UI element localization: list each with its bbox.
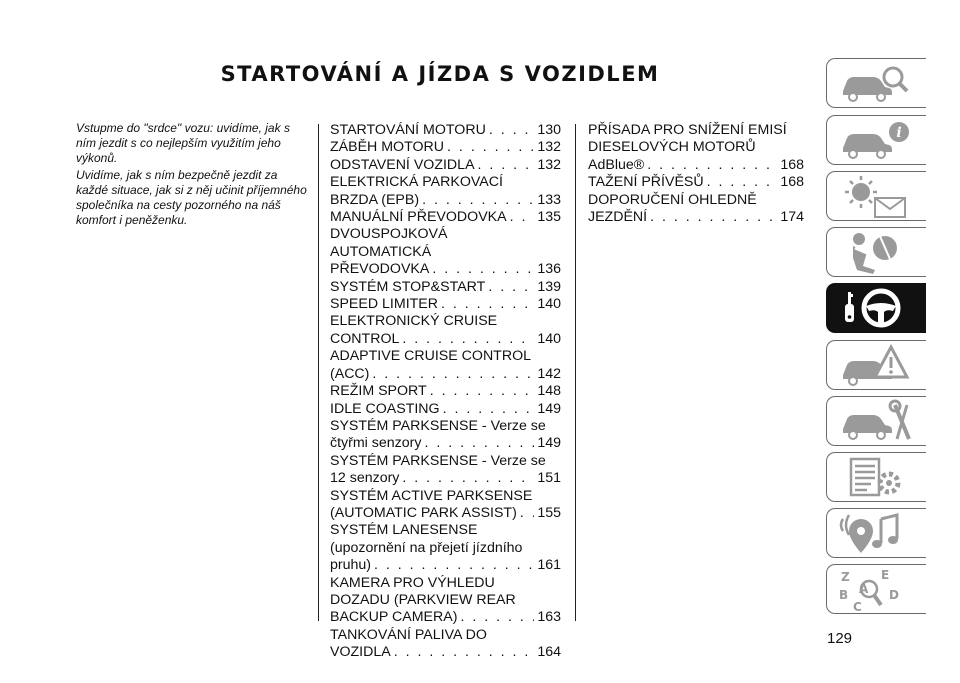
- column-divider-1: [318, 124, 319, 621]
- multimedia-music-icon: [835, 511, 919, 557]
- toc-page-number: 163: [537, 609, 561, 626]
- toc-dot-leader: [422, 192, 534, 209]
- toc-entry-final-line: [330, 122, 561, 139]
- toc-entry-title: 12 senzory: [330, 470, 400, 487]
- toc-entry-title: SYSTÉM STOP&START: [330, 278, 486, 295]
- toc-page-number: 130: [537, 122, 561, 138]
- toc-entry-line: ELEKTRONICKÝ CRUISE: [330, 313, 498, 330]
- toc-dot-leader: [488, 279, 534, 296]
- intro-paragraph-1: Vstupme do "srdce" vozu: uvidíme, jak s ním jezdit s co nejlepším využitím jeho výkonů.: [76, 121, 290, 165]
- toc-entry-title: TAŽENÍ PŘÍVĚSŮ: [588, 174, 704, 191]
- toc-entry-title: (ACC): [330, 365, 370, 382]
- toc-entry-title: MANUÁLNÍ PŘEVODOVKA: [330, 209, 507, 226]
- toc-dot-leader: [402, 331, 534, 348]
- toc-dot-leader: [432, 261, 534, 278]
- toc-entry-title: BRZDA (EPB): [330, 191, 420, 208]
- toc-entry-line: DVOUSPOJKOVÁ: [330, 226, 448, 243]
- toc-entry-final-line: [330, 644, 561, 661]
- toc-dot-leader: [489, 122, 535, 139]
- toc-page-number: 133: [537, 191, 561, 208]
- intro-paragraph-2: Uvidíme, jak s ním bezpečně jezdit za každé situace, jak si z něj učinit příjemného společníka na cesty pozorného na náš komfort i peněženku.: [76, 168, 307, 227]
- toc-entry[interactable]: [330, 575, 561, 627]
- chapter-intro: [76, 121, 308, 230]
- toc-entry-title: pruhu): [330, 557, 372, 574]
- toc-entry[interactable]: [330, 488, 561, 523]
- technical-data-list-icon: [835, 455, 919, 501]
- toc-page-number: 136: [537, 261, 561, 278]
- toc-page-number: 135: [537, 209, 561, 226]
- toc-entry-final-line: [330, 470, 561, 487]
- toc-entry-title: AdBlue®: [588, 156, 645, 173]
- toc-dot-leader: [374, 557, 534, 574]
- toc-entry-line: DIESELOVÝCH MOTORŮ: [588, 139, 756, 156]
- toc-dot-leader: [430, 383, 535, 400]
- toc-entry-title: JEZDĚNÍ: [588, 209, 648, 226]
- toc-entry-final-line: [588, 157, 804, 174]
- column-divider-2: [575, 124, 576, 621]
- toc-dot-leader: [424, 435, 534, 452]
- toc-entry[interactable]: [330, 122, 561, 139]
- toc-entry-line: SYSTÉM LANESENSE: [330, 522, 478, 539]
- toc-entry-final-line: [330, 296, 561, 313]
- toc-entry-final-line: [330, 209, 561, 226]
- index-letter: E: [881, 568, 890, 582]
- toc-entry-final-line: [330, 261, 561, 278]
- airbag-passenger-icon: [835, 230, 919, 276]
- toc-entry-final-line: [330, 139, 561, 156]
- toc-entry[interactable]: [330, 313, 561, 348]
- tab-technical-data[interactable]: [826, 452, 926, 502]
- toc-entry-line: ELEKTRICKÁ PARKOVACÍ: [330, 174, 503, 191]
- toc-entry[interactable]: [330, 418, 561, 453]
- toc-entry-line: SYSTÉM PARKSENSE - Verze se: [330, 417, 546, 434]
- toc-entry-line: DOPORUČENÍ OHLEDNĚ: [588, 191, 757, 208]
- toc-entry[interactable]: [330, 348, 561, 383]
- toc-entry[interactable]: [588, 192, 804, 227]
- toc-entry-title: BACKUP CAMERA): [330, 609, 458, 626]
- index-letter: A: [859, 582, 869, 596]
- toc-page-number: 140: [537, 330, 561, 347]
- toc-entry-final-line: [330, 192, 561, 209]
- toc-entry-line: SYSTÉM ACTIVE PARKSENSE: [330, 487, 533, 504]
- toc-entry[interactable]: [330, 174, 561, 209]
- toc-entry-final-line: [330, 383, 561, 400]
- toc-dot-leader: [460, 609, 534, 626]
- toc-entry-line: DOZADU (PARKVIEW REAR: [330, 591, 516, 608]
- car-emergency-icon: [835, 343, 919, 389]
- toc-entry-title: CONTROL: [330, 330, 400, 347]
- toc-entry[interactable]: [330, 226, 561, 278]
- toc-dot-leader: [520, 505, 535, 522]
- toc-column-1: [330, 122, 561, 662]
- tab-warning-lights[interactable]: [826, 171, 926, 221]
- toc-entry-final-line: [330, 557, 561, 574]
- toc-page-number: 164: [537, 644, 561, 661]
- toc-page-number: 148: [537, 383, 561, 400]
- toc-entry[interactable]: [588, 122, 804, 174]
- toc-page-number: 149: [537, 435, 561, 452]
- toc-dot-leader: [650, 209, 777, 226]
- toc-dot-leader: [441, 296, 534, 313]
- toc-entry-line: SYSTÉM PARKSENSE - Verze se: [330, 452, 546, 469]
- toc-entry-line: PŘÍSADA PRO SNÍŽENÍ EMISÍ: [588, 122, 787, 138]
- toc-entry-final-line: [330, 435, 561, 452]
- toc-entry-title: čtyřmi senzory: [330, 435, 422, 452]
- toc-page-number: 168: [780, 156, 804, 173]
- toc-entry-title: STARTOVÁNÍ MOTORU: [330, 122, 486, 138]
- toc-entry[interactable]: [330, 209, 561, 226]
- toc-dot-leader: [707, 174, 778, 191]
- toc-entry-title: PŘEVODOVKA: [330, 261, 430, 278]
- toc-entry-title: (AUTOMATIC PARK ASSIST): [330, 504, 517, 521]
- toc-entry[interactable]: [330, 279, 561, 296]
- toc-entry-final-line: [330, 279, 561, 296]
- toc-entry-final-line: [330, 331, 561, 348]
- toc-entry-line: ADAPTIVE CRUISE CONTROL: [330, 348, 532, 365]
- toc-dot-leader: [394, 644, 535, 661]
- toc-dot-leader: [510, 209, 535, 226]
- toc-page-number: 151: [537, 470, 561, 487]
- toc-entry-title: ODSTAVENÍ VOZIDLA: [330, 156, 475, 173]
- index-letter: D: [889, 588, 899, 602]
- car-search-icon: [835, 61, 919, 107]
- toc-page-number: 140: [537, 296, 561, 313]
- index-letter: Z: [841, 570, 850, 584]
- page-number: 129: [827, 630, 853, 647]
- tab-getting-to-know[interactable]: [826, 58, 926, 108]
- index-letter: B: [839, 588, 849, 602]
- toc-dot-leader: [402, 470, 534, 487]
- tab-multimedia[interactable]: [826, 508, 926, 558]
- toc-entry-line: TANKOVÁNÍ PALIVA DO: [330, 626, 487, 643]
- toc-entry[interactable]: [330, 383, 561, 400]
- toc-page-number: 139: [537, 278, 561, 295]
- chapter-title: STARTOVÁNÍ A JÍZDA S VOZIDLEM: [220, 62, 660, 86]
- car-info-icon: [835, 118, 919, 164]
- toc-entry-final-line: [330, 157, 561, 174]
- toc-entry-line: (upozornění na přejetí jízdního: [330, 539, 523, 556]
- toc-entry-final-line: [330, 366, 561, 383]
- toc-entry[interactable]: [330, 453, 561, 488]
- toc-page-number: 161: [537, 557, 561, 574]
- toc-entry-final-line: [330, 401, 561, 418]
- tab-servicing-and-care[interactable]: [826, 396, 926, 446]
- toc-entry[interactable]: [330, 627, 561, 662]
- toc-entry[interactable]: [330, 157, 561, 174]
- toc-entry-title: IDLE COASTING: [330, 400, 440, 417]
- toc-entry-title: ZÁBĚH MOTORU: [330, 139, 445, 156]
- toc-page-number: 149: [537, 400, 561, 417]
- warning-light-message-icon: [835, 174, 919, 220]
- toc-page-number: 174: [780, 209, 804, 226]
- car-service-tools-icon: [835, 399, 919, 445]
- toc-entry-title: VOZIDLA: [330, 644, 391, 661]
- toc-entry-line: AUTOMATICKÁ: [330, 243, 432, 260]
- toc-entry-final-line: [588, 174, 804, 191]
- key-steering-wheel-icon: [835, 286, 919, 332]
- toc-entry-line: KAMERA PRO VÝHLEDU: [330, 574, 495, 591]
- toc-entry-final-line: [588, 209, 804, 226]
- toc-entry-final-line: [330, 609, 561, 626]
- toc-entry-final-line: [330, 505, 561, 522]
- svg-text:i: i: [896, 125, 902, 141]
- toc-dot-leader: [647, 157, 777, 174]
- toc-page-number: 132: [537, 156, 561, 173]
- toc-column-2: [588, 122, 804, 226]
- toc-entry-title: SPEED LIMITER: [330, 296, 439, 313]
- toc-page-number: 155: [537, 504, 561, 521]
- toc-page-number: 168: [780, 174, 804, 191]
- toc-dot-leader: [372, 366, 534, 383]
- toc-entry[interactable]: [330, 401, 561, 418]
- tab-dashboard[interactable]: [826, 115, 926, 165]
- toc-dot-leader: [447, 139, 534, 156]
- toc-entry-title: REŽIM SPORT: [330, 383, 427, 400]
- toc-entry[interactable]: [330, 296, 561, 313]
- toc-entry[interactable]: [330, 139, 561, 156]
- tab-starting-and-driving[interactable]: [826, 283, 926, 333]
- toc-page-number: 132: [537, 139, 561, 156]
- tab-alphabetical-index[interactable]: [826, 564, 926, 614]
- toc-dot-leader: [443, 401, 535, 418]
- toc-entry[interactable]: [588, 174, 804, 191]
- index-letter: C: [853, 600, 862, 613]
- tab-in-an-emergency[interactable]: [826, 340, 926, 390]
- toc-dot-leader: [478, 157, 535, 174]
- toc-page-number: 142: [537, 365, 561, 382]
- alphabetical-index-icon: [835, 567, 919, 613]
- toc-entry[interactable]: [330, 522, 561, 574]
- tab-safety[interactable]: [826, 227, 926, 277]
